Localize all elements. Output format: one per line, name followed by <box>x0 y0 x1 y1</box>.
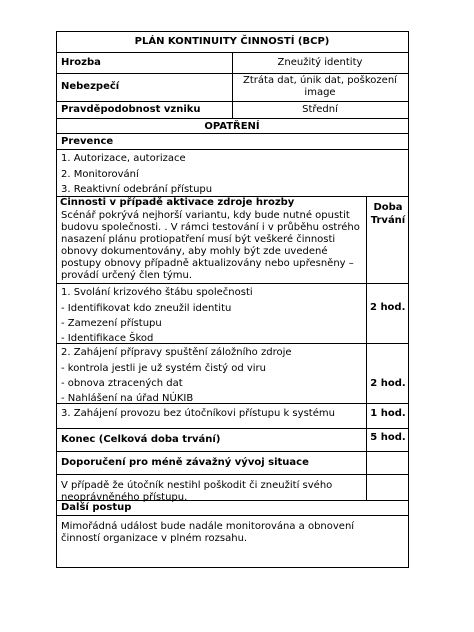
step-duration: 2 hod. <box>370 302 406 313</box>
rule <box>56 31 57 567</box>
step-line: - kontrola jestli je už systém čistý od viru <box>61 363 266 374</box>
rule <box>56 567 408 568</box>
rule <box>56 133 408 134</box>
probability-value: Střední <box>302 104 338 115</box>
rule <box>56 149 408 150</box>
rule <box>56 283 408 284</box>
rule <box>56 515 408 516</box>
rule <box>366 196 367 500</box>
rule <box>408 31 409 568</box>
rule <box>56 31 408 32</box>
step-line: 2. Zahájení přípravy spuštění záložního zdroje <box>61 347 292 358</box>
measures-heading: OPATŘENÍ <box>204 121 260 132</box>
prevention-item: 3. Reaktivní odebrání přístupu <box>61 184 213 195</box>
step-line: - Zamezení přístupu <box>61 318 162 329</box>
step-line: - obnova ztracených dat <box>61 378 183 389</box>
danger-value: Ztráta dat, únik dat, poškození image <box>243 75 397 98</box>
scenario-text: Scénář pokrývá nejhorší variantu, kdy bude nutné opustit budovu společnosti. . V rámci testování i v průběhu ostrého nasazení plánu protiopatření musí být veškeré činnosti obnovy dokumentovány, aby mohly být zde uvedené postupy obnovy případně aktualizovány nebo upřesněny – provádí určený člen týmu. <box>61 210 360 281</box>
step-line: 3. Zahájení provozu bez útočníkovi přístupu k systému <box>61 408 335 419</box>
threat-label: Hrozba <box>61 57 101 68</box>
prevention-item: 1. Autorizace, autorizace <box>61 153 186 164</box>
recommendation-text: V případě že útočník nestihl poškodit či zneužití svého neoprávněného přístupu. <box>61 480 333 503</box>
probability-label: Pravděpodobnost vzniku <box>61 104 201 115</box>
rule <box>56 428 408 429</box>
step-duration: 1 hod. <box>370 408 406 419</box>
recommendation-heading: Doporučení pro méně závažný vývoj situace <box>61 457 309 468</box>
step-duration: 2 hod. <box>370 378 406 389</box>
step-line: 1. Svolání krizového štábu společnosti <box>61 287 253 298</box>
document-title: PLÁN KONTINUITY ČINNOSTÍ (BCP) <box>134 36 330 47</box>
next-steps-heading: Další postup <box>61 502 132 513</box>
activities-heading: Činnosti v případě aktivace zdroje hrozby <box>60 197 295 208</box>
danger-label: Nebezpečí <box>61 81 120 92</box>
next-steps-text: Mimořádná událost bude nadále monitorována a obnovení činností organizace v plném rozsahu. <box>61 521 355 544</box>
duration-header: Doba Trvání <box>370 202 406 226</box>
rule <box>56 118 408 119</box>
rule <box>56 474 408 475</box>
threat-value: Zneužitý identity <box>277 57 363 68</box>
rule <box>56 451 408 452</box>
step-line: - Nahlášení na úřad NÚKIB <box>61 393 194 404</box>
step-line: - Identifikace Škod <box>61 333 154 344</box>
prevention-heading: Prevence <box>61 136 114 147</box>
total-duration: 5 hod. <box>370 432 406 443</box>
bcp-document <box>56 31 408 567</box>
prevention-item: 2. Monitorování <box>61 169 139 180</box>
step-line: - Identifikovat kdo zneužil identitu <box>61 303 232 314</box>
end-label: Konec (Celková doba trvání) <box>61 434 221 445</box>
